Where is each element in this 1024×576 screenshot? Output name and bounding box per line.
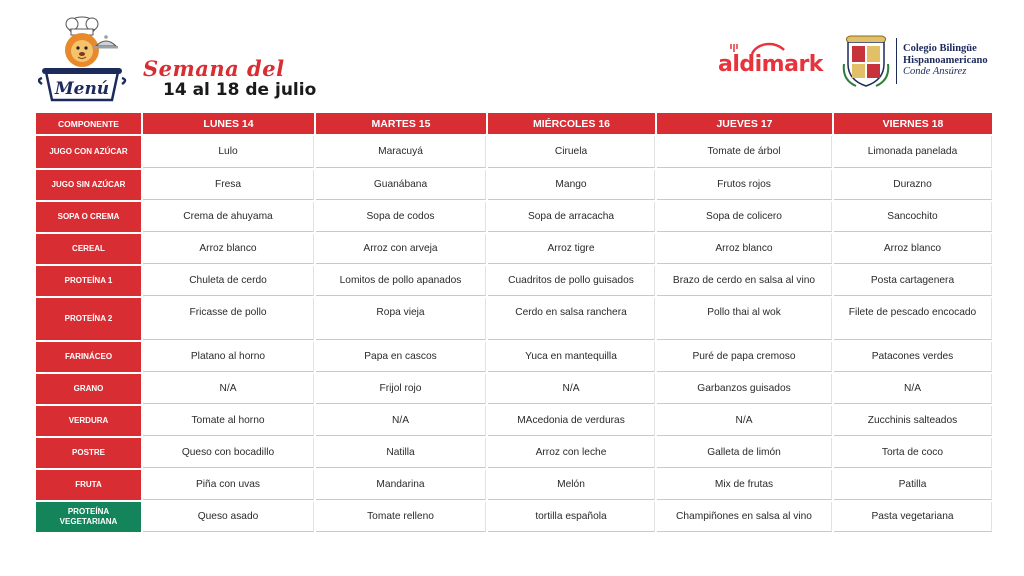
menu-cell: Ropa vieja — [316, 298, 486, 340]
menu-cell: Ciruela — [488, 136, 655, 168]
menu-cell: Natilla — [316, 438, 486, 468]
menu-cell: N/A — [316, 406, 486, 436]
menu-cell: Patacones verdes — [834, 342, 992, 372]
menu-cell: MAcedonia de verduras — [488, 406, 655, 436]
school-crest-icon — [842, 34, 890, 88]
school-name-line3: Conde Ansúrez — [903, 66, 967, 77]
menu-cell: Queso con bocadillo — [143, 438, 314, 468]
menu-cell: Mandarina — [316, 470, 486, 500]
menu-cell: Melón — [488, 470, 655, 500]
school-name-line1: Colegio Bilingüe — [903, 43, 977, 54]
menu-cell: Maracuyá — [316, 136, 486, 168]
menu-cell: Arroz con arveja — [316, 234, 486, 264]
column-header-miercoles: MIÉRCOLES 16 — [488, 113, 655, 134]
table-row — [36, 470, 992, 500]
row-label: FRUTA — [36, 470, 141, 500]
menu-cell: Pasta vegetariana — [834, 502, 992, 532]
menu-cell: Garbanzos guisados — [657, 374, 832, 404]
table-row — [36, 234, 992, 264]
school-name — [903, 43, 988, 78]
aldimark-wordmark: aldimark — [718, 52, 823, 77]
menu-cell: Arroz blanco — [834, 234, 992, 264]
menu-cell: Patilla — [834, 470, 992, 500]
column-header-lunes: LUNES 14 — [143, 113, 314, 134]
menu-cell: Frutos rojos — [657, 170, 832, 200]
row-label: PROTEÍNA 2 — [36, 298, 141, 340]
menu-cell: Arroz tigre — [488, 234, 655, 264]
table-row — [36, 298, 992, 340]
menu-cell: Sopa de arracacha — [488, 202, 655, 232]
menu-cell: Brazo de cerdo en salsa al vino — [657, 266, 832, 296]
menu-cell: Piña con uvas — [143, 470, 314, 500]
menu-cell: Frijol rojo — [316, 374, 486, 404]
menu-cell: Arroz blanco — [143, 234, 314, 264]
menu-cell: N/A — [657, 406, 832, 436]
table-header-row — [36, 113, 992, 134]
menu-cell: Fricasse de pollo — [143, 298, 314, 340]
column-header-viernes: VIERNES 18 — [834, 113, 992, 134]
menu-cell: Cuadritos de pollo guisados — [488, 266, 655, 296]
row-label: POSTRE — [36, 438, 141, 468]
table-row — [36, 374, 992, 404]
menu-cell: Galleta de limón — [657, 438, 832, 468]
table-row — [36, 170, 992, 200]
menu-cell: Papa en cascos — [316, 342, 486, 372]
table-row — [36, 438, 992, 468]
menu-cell: Sancochito — [834, 202, 992, 232]
menu-cell: Lulo — [143, 136, 314, 168]
table-row — [36, 406, 992, 436]
row-label: PROTEÍNA 1 — [36, 266, 141, 296]
chef-lion-mascot-logo — [38, 14, 138, 104]
weekly-menu-table — [34, 111, 994, 534]
aldimark-logo — [718, 38, 822, 86]
menu-cell: Sopa de codos — [316, 202, 486, 232]
menu-cell: Durazno — [834, 170, 992, 200]
menu-cell: Chuleta de cerdo — [143, 266, 314, 296]
column-header-componente: COMPONENTE — [36, 113, 141, 134]
menu-cell: Arroz blanco — [657, 234, 832, 264]
table-row — [36, 202, 992, 232]
menu-cell: Yuca en mantequilla — [488, 342, 655, 372]
menu-cell: Fresa — [143, 170, 314, 200]
menu-cell: Arroz con leche — [488, 438, 655, 468]
menu-cell: Champiñones en salsa al vino — [657, 502, 832, 532]
row-label: CEREAL — [36, 234, 141, 264]
menu-cell: Platano al horno — [143, 342, 314, 372]
menu-cell: N/A — [834, 374, 992, 404]
row-label: JUGO CON AZÚCAR — [36, 136, 141, 168]
menu-cell: Torta de coco — [834, 438, 992, 468]
menu-cell: Tomate relleno — [316, 502, 486, 532]
table-row — [36, 136, 992, 168]
menu-cell: N/A — [488, 374, 655, 404]
week-dates: 14 al 18 de julio — [163, 80, 317, 100]
menu-cell: Tomate al horno — [143, 406, 314, 436]
table-row — [36, 502, 992, 532]
menu-cell: Cerdo en salsa ranchera — [488, 298, 655, 340]
menu-cell: Limonada panelada — [834, 136, 992, 168]
menu-cell: Zucchinis salteados — [834, 406, 992, 436]
menu-cell: Pollo thai al wok — [657, 298, 832, 340]
menu-cell: Tomate de árbol — [657, 136, 832, 168]
menu-cell: tortilla española — [488, 502, 655, 532]
column-header-martes: MARTES 15 — [316, 113, 486, 134]
table-row — [36, 266, 992, 296]
table-row — [36, 342, 992, 372]
week-label: Semana del — [143, 56, 285, 81]
menu-cell: N/A — [143, 374, 314, 404]
row-label-vegetarian: PROTEÍNA VEGETARIANA — [36, 502, 141, 532]
menu-cell: Mix de frutas — [657, 470, 832, 500]
menu-cell: Puré de papa cremoso — [657, 342, 832, 372]
menu-cell: Crema de ahuyama — [143, 202, 314, 232]
mascot-menu-label: Menú — [54, 79, 110, 99]
menu-cell: Queso asado — [143, 502, 314, 532]
school-divider — [896, 38, 897, 84]
menu-cell: Sopa de colicero — [657, 202, 832, 232]
row-label: JUGO SIN AZÚCAR — [36, 170, 141, 200]
menu-cell: Guanábana — [316, 170, 486, 200]
row-label: FARINÁCEO — [36, 342, 141, 372]
menu-cell: Lomitos de pollo apanados — [316, 266, 486, 296]
column-header-jueves: JUEVES 17 — [657, 113, 832, 134]
row-label: SOPA O CREMA — [36, 202, 141, 232]
row-label: VERDURA — [36, 406, 141, 436]
menu-cell: Filete de pescado encocado — [834, 298, 992, 340]
menu-cell: Posta cartagenera — [834, 266, 992, 296]
menu-cell: Mango — [488, 170, 655, 200]
row-label: GRANO — [36, 374, 141, 404]
school-name-line2: Hispanoamericano — [903, 54, 988, 66]
